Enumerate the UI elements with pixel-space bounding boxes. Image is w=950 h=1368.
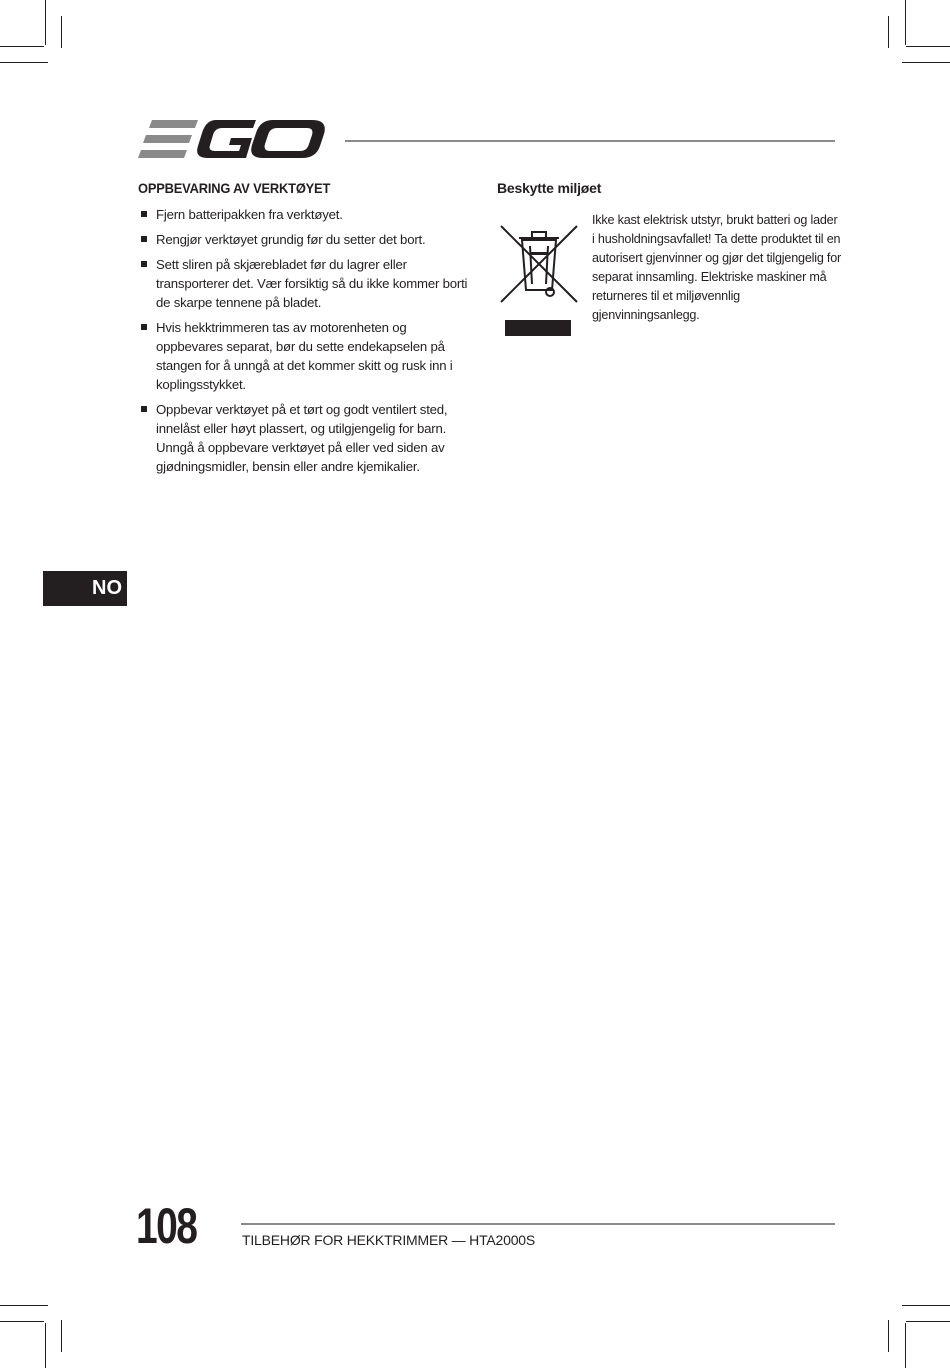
crop-mark	[888, 1320, 889, 1352]
list-item-text: Sett sliren på skjærebladet før du lagrer eller transporterer det. Vær forsiktig så du ikke kommer borti de skarpe tennene på bladet.	[156, 257, 468, 310]
bullet-square-icon	[141, 211, 147, 217]
list-item	[138, 205, 473, 224]
storage-list	[138, 205, 473, 476]
environment-section	[497, 180, 842, 322]
footer-rule	[241, 1223, 835, 1225]
crop-mark	[45, 1323, 46, 1368]
crop-mark	[902, 62, 950, 63]
list-item-text: Rengjør verktøyet grundig før du setter det bort.	[156, 232, 426, 247]
list-item	[138, 255, 473, 312]
list-item-text: Hvis hekktrimmeren tas av motorenheten og oppbevares separat, bør du sette endekapselen på stangen for å unngå at det kommer skitt og rusk inn i koplingsstykket.	[156, 320, 453, 392]
bullet-square-icon	[141, 324, 147, 330]
header-rule	[345, 140, 835, 142]
crop-mark	[0, 62, 48, 63]
storage-title: OPPBEVARING AV VERKTØYET	[138, 180, 331, 196]
crop-mark	[906, 46, 950, 47]
footer-title: TILBEHØR FOR HEKKTRIMMER — HTA2000S	[242, 1232, 536, 1248]
storage-section	[138, 180, 473, 482]
crop-mark	[905, 1323, 906, 1368]
crop-mark	[0, 1321, 44, 1322]
ego-logo	[138, 118, 328, 162]
list-item-text: Fjern batteripakken fra verktøyet.	[156, 207, 343, 222]
bullet-square-icon	[141, 236, 147, 242]
crop-mark	[0, 1305, 48, 1306]
list-item	[138, 318, 473, 394]
crop-mark	[902, 1305, 950, 1306]
crop-mark	[888, 16, 889, 48]
page-number: 108	[136, 1198, 197, 1254]
list-item-text: Oppbevar verktøyet på et tørt og godt ventilert sted, innelåst eller høyt plassert, og utilgjengelig for barn. Unngå å oppbevare verktøyet på eller ved siden av gjødningsmidler, bensin eller andre kjemikalier.	[156, 402, 448, 474]
bullet-square-icon	[141, 406, 147, 412]
environment-text: Ikke kast elektrisk utstyr, brukt batteri og lader i husholdningsavfallet! Ta dette produktet til en autorisert gjenvinner og gjør det tilgjengelig for separat innsamling. Elektriske maskiner må returneres til et miljøvennlig gjenvinningsanlegg.	[592, 213, 842, 322]
list-item	[138, 400, 473, 476]
environment-title: Beskytte miljøet	[497, 180, 602, 196]
weee-crossed-bin-icon	[497, 222, 581, 340]
crop-mark	[905, 0, 906, 45]
crop-mark	[906, 1321, 950, 1322]
crop-mark	[45, 0, 46, 45]
crop-mark	[0, 46, 44, 47]
crop-mark	[61, 1320, 62, 1352]
list-item	[138, 230, 473, 249]
crop-mark	[61, 16, 62, 48]
language-tab: NO	[43, 571, 127, 606]
bullet-square-icon	[141, 261, 147, 267]
